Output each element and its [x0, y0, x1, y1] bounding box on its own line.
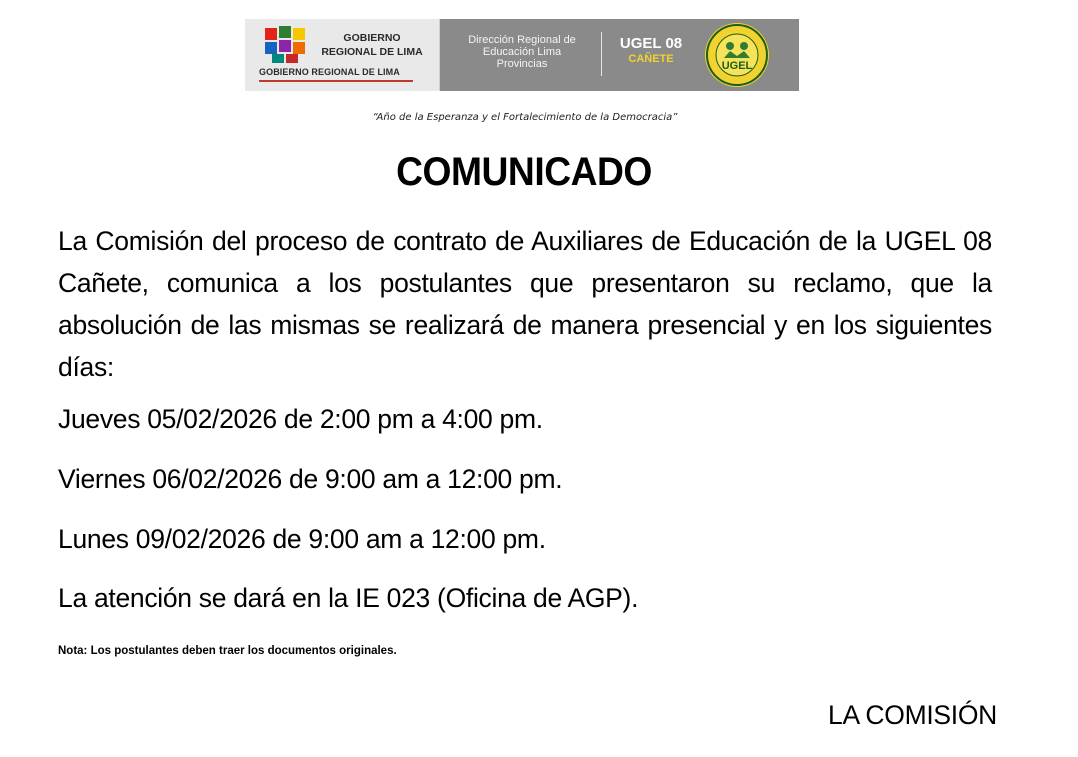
gobierno-regional-logo-icon [263, 26, 307, 64]
ugel-seal-text: UGEL [721, 60, 753, 72]
gobierno-underline [259, 80, 413, 82]
schedule-item: Lunes 09/02/2026 de 9:00 am a 12:00 pm. [58, 524, 546, 554]
dre-line1: Dirección Regional de [468, 34, 576, 46]
ugel-place: CAÑETE [628, 53, 674, 65]
note-text: Nota: Los postulantes deben traer los documentos originales. [58, 645, 397, 657]
schedule-item: Viernes 06/02/2026 de 9:00 am a 12:00 pm. [58, 464, 563, 494]
ugel-name: UGEL 08 [619, 35, 683, 52]
dre-label [448, 34, 596, 70]
gobierno-title-line1: GOBIERNO [343, 32, 401, 44]
gobierno-subtitle: GOBIERNO REGIONAL DE LIMA [259, 67, 400, 77]
header-banner [245, 19, 799, 91]
dre-line3: Provincias [496, 58, 548, 70]
schedule-item: Jueves 05/02/2026 de 2:00 pm a 4:00 pm. [58, 404, 543, 434]
body-text: La Comisión del proceso de contrato de Auxiliares de Educación de la UGEL 08 Cañete, comunica a los postulantes que presentaron su reclamo, que la absolución de las mismas se realizará de manera presencial y en los siguientes días: [58, 226, 992, 382]
motto: “Año de la Esperanza y el Fortalecimiento de la Democracia” [372, 112, 678, 123]
document-title: COMUNICADO [396, 150, 652, 194]
location-text: La atención se dará en la IE 023 (Oficina de AGP). [58, 583, 639, 613]
header-divider [601, 32, 602, 76]
gobierno-regional-logo-panel [245, 19, 440, 91]
dre-ugel-panel [440, 19, 799, 91]
ugel-seal-icon [704, 22, 770, 88]
body-paragraph [58, 220, 992, 388]
signature: LA COMISIÓN [828, 700, 997, 730]
gobierno-title-line2: REGIONAL DE LIMA [321, 46, 423, 58]
gobierno-title [313, 31, 431, 59]
dre-line2: Educación Lima [482, 46, 562, 58]
